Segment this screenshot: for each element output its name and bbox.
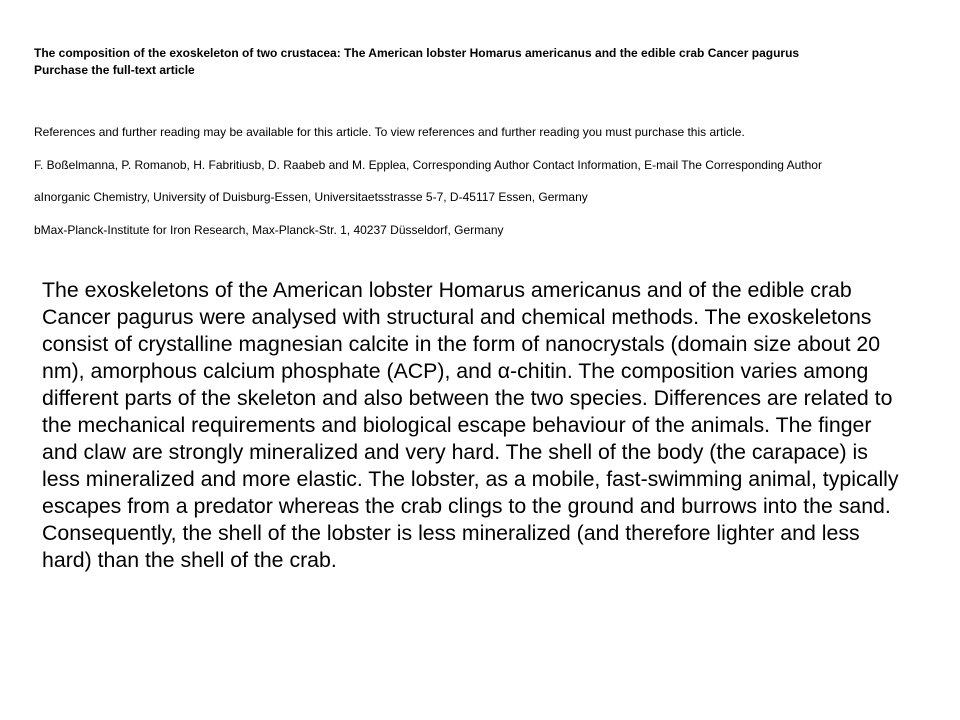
- purchase-full-text-link[interactable]: Purchase the full-text article: [34, 63, 195, 77]
- affiliation-a: aInorganic Chemistry, University of Duisburg-Essen, Universitaetsstrasse 5-7, D-45117 Essen, Germany: [34, 190, 588, 204]
- references-note: References and further reading may be available for this article. To view references and further reading you must purchase this article.: [34, 125, 745, 139]
- article-title: The composition of the exoskeleton of two crustacea: The American lobster Homarus americanus and the edible crab Cancer pagurus: [34, 46, 800, 60]
- abstract-text: The exoskeletons of the American lobster Homarus americanus and of the edible crab Cancer pagurus were analysed with structural and chemical methods. The exoskeletons consist of crystalline magnesian calcite in the form of nanocrystals (domain size about 20 nm), amorphous calcium phosphate (ACP), and α-chitin. The composition varies among different parts of the skeleton and also between the two species. Differences are related to the mechanical requirements and biological escape behaviour of the animals. The finger and claw are strongly mineralized and very hard. The shell of the body (the carapace) is less mineralized and more elastic. The lobster, as a mobile, fast-swimming animal, typically escapes from a predator whereas the crab clings to the ground and burrows into the sand. Consequently, the shell of the lobster is less mineralized (and therefore lighter and less hard) than the shell of the crab.: [42, 278, 899, 572]
- affiliation-b: bMax-Planck-Institute for Iron Research, Max-Planck-Str. 1, 40237 Düsseldorf, Germany: [34, 223, 504, 237]
- article-header: [34, 45, 934, 79]
- author-list: F. Boßelmanna, P. Romanob, H. Fabritiusb, D. Raabeb and M. Epplea, Corresponding Author Contact Information, E-mail The Corresponding Author: [34, 158, 822, 172]
